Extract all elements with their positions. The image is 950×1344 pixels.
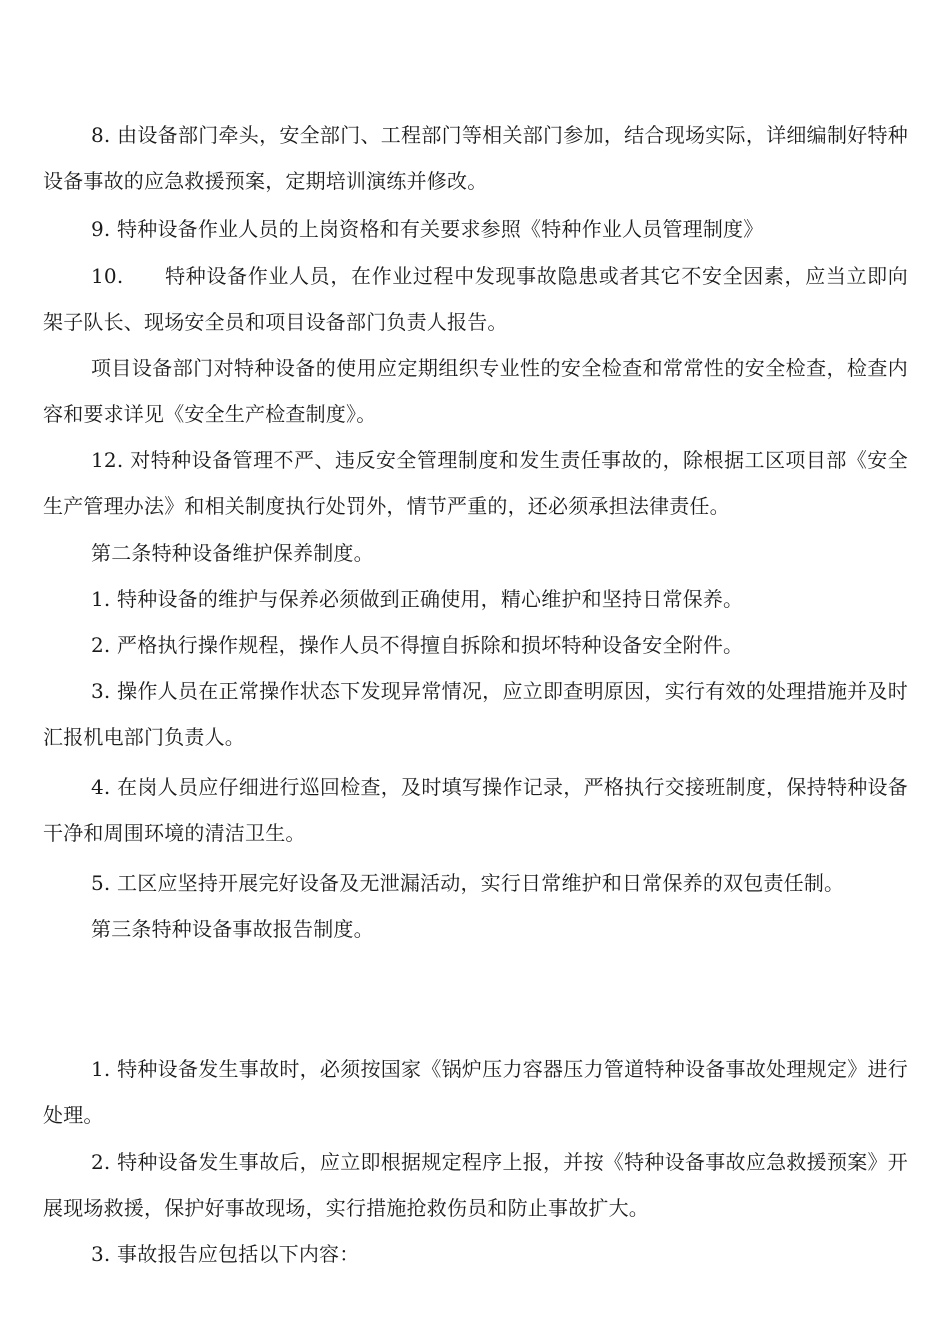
paragraph-inspection: 项目设备部门对特种设备的使用应定期组织专业性的安全检查和常常性的安全检查，检查内容和要求详见《安全生产检查制度》。 <box>43 356 908 426</box>
section-heading-maintenance: 第二条特种设备维护保养制度。 <box>91 541 374 565</box>
paragraph-maintenance-3: 3. 操作人员在正常操作状态下发现异常情况，应立即查明原因，实行有效的处理措施并及时汇报机电部门负责人。 <box>43 679 908 749</box>
section-heading-accident-report: 第三条特种设备事故报告制度。 <box>91 917 374 941</box>
paragraph-maintenance-4: 4. 在岗人员应仔细进行巡回检查，及时填写操作记录，严格执行交接班制度，保持特种设备干净和周围环境的清洁卫生。 <box>43 775 908 845</box>
paragraph-accident-2: 2. 特种设备发生事故后，应立即根据规定程序上报，并按《特种设备事故应急救援预案》开展现场救援，保护好事故现场，实行措施抢救伤员和防止事故扩大。 <box>43 1150 908 1220</box>
paragraph-accident-3: 3. 事故报告应包括以下内容： <box>91 1242 360 1266</box>
paragraph-maintenance-1: 1. 特种设备的维护与保养必须做到正确使用，精心维护和坚持日常保养。 <box>91 587 744 611</box>
paragraph-maintenance-5: 5. 工区应坚持开展完好设备及无泄漏活动，实行日常维护和日常保养的双包责任制。 <box>91 871 845 895</box>
paragraph-maintenance-2: 2. 严格执行操作规程，操作人员不得擅自拆除和损坏特种设备安全附件。 <box>91 633 744 657</box>
paragraph-item-8: 8. 由设备部门牵头，安全部门、工程部门等相关部门参加，结合现场实际，详细编制好特种设备事故的应急救援预案，定期培训演练并修改。 <box>43 123 908 193</box>
paragraph-item-12: 12. 对特种设备管理不严、违反安全管理制度和发生责任事故的，除根据工区项目部《安全生产管理办法》和相关制度执行处罚外，情节严重的，还必须承担法律责任。 <box>43 448 908 518</box>
paragraph-item-10: 10. 特种设备作业人员，在作业过程中发现事故隐患或者其它不安全因素，应当立即向架子队长、现场安全员和项目设备部门负责人报告。 <box>43 264 908 334</box>
paragraph-accident-1: 1. 特种设备发生事故时，必须按国家《锅炉压力容器压力管道特种设备事故处理规定》进行处理。 <box>43 1057 908 1127</box>
paragraph-item-9: 9. 特种设备作业人员的上岗资格和有关要求参照《特种作业人员管理制度》 <box>91 217 764 241</box>
